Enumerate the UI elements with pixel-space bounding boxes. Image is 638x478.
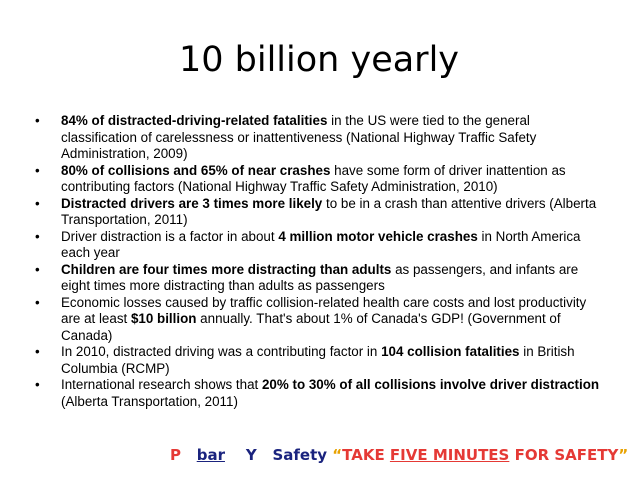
bullet-text: have some form of driver inattention as contributing factors (National Highway Traffic Safety Administration, 2010)	[61, 162, 566, 194]
footer-slogan	[170, 446, 629, 464]
bullet-text: Economic losses caused by traffic collision-related health care costs and lost productivity are at least	[61, 294, 587, 326]
bullet-emphasis: 84% of distracted-driving-related fatalities	[61, 113, 328, 128]
bullet-text: annually. That's about 1% of Canada's GDP! (Government of Canada)	[61, 311, 561, 343]
bullet-emphasis: 20% to 30% of all collisions involve driver distraction	[261, 377, 600, 392]
footer-p: P	[170, 446, 181, 464]
footer-five-minutes: FIVE MINUTES	[389, 446, 510, 464]
bullet-item	[34, 196, 606, 229]
bullet-emphasis: Children are four times more distracting than adults	[61, 261, 392, 277]
bullet-dot: •	[35, 113, 40, 128]
bullet-text: in North America each year	[61, 228, 581, 260]
bullet-item	[34, 229, 606, 262]
footer-safety: Safety	[272, 446, 328, 464]
bullet-item	[34, 377, 606, 410]
bullet-list	[34, 113, 606, 410]
bullet-dot: •	[35, 162, 40, 178]
bullet-text: In 2010, distracted driving was a contributing factor in	[61, 344, 382, 359]
bullet-item	[34, 163, 606, 196]
bullet-emphasis: $10 billion	[130, 311, 197, 326]
footer-close-quote: ”	[618, 446, 629, 464]
bullet-emphasis: 4 million motor vehicle crashes	[278, 228, 478, 244]
footer-open-quote: “	[332, 446, 343, 464]
footer-for-safety: FOR SAFETY	[514, 446, 619, 464]
bullet-text: (Alberta Transportation, 2011)	[61, 393, 238, 409]
bullet-text: in British Columbia (RCMP)	[61, 344, 575, 376]
footer-bar: bar	[196, 446, 225, 464]
footer-y: Y	[245, 446, 257, 464]
bullet-text: in the US were tied to the general classification of carelessness or inattentiveness (National Highway Traffic Safety Administration, 2009)	[61, 113, 537, 161]
bullet-item	[34, 295, 606, 345]
bullet-emphasis: 80% of collisions and 65% of near crashes	[61, 162, 331, 178]
bullet-dot: •	[35, 377, 40, 392]
bullet-emphasis: 104 collision fatalities	[381, 344, 520, 359]
bullet-item	[34, 113, 606, 163]
bullet-dot: •	[35, 261, 40, 277]
bullet-dot: •	[35, 294, 40, 310]
bullet-text: Driver distraction is a factor in about	[61, 228, 279, 244]
bullet-item	[34, 262, 606, 295]
bullet-emphasis: Distracted drivers are 3 times more likely	[61, 195, 323, 211]
bullet-dot: •	[35, 344, 40, 359]
bullet-text: International research shows that	[61, 377, 262, 392]
slide-title: 10 billion yearly	[178, 40, 460, 80]
footer-take: TAKE	[342, 446, 385, 464]
bullet-dot: •	[35, 228, 40, 244]
bullet-item	[34, 344, 606, 377]
bullet-text: to be in a crash than attentive drivers (Alberta Transportation, 2011)	[61, 195, 597, 227]
bullet-dot: •	[35, 195, 40, 211]
bullet-text: as passengers, and infants are eight times more distracting than adults as passengers	[61, 261, 579, 293]
